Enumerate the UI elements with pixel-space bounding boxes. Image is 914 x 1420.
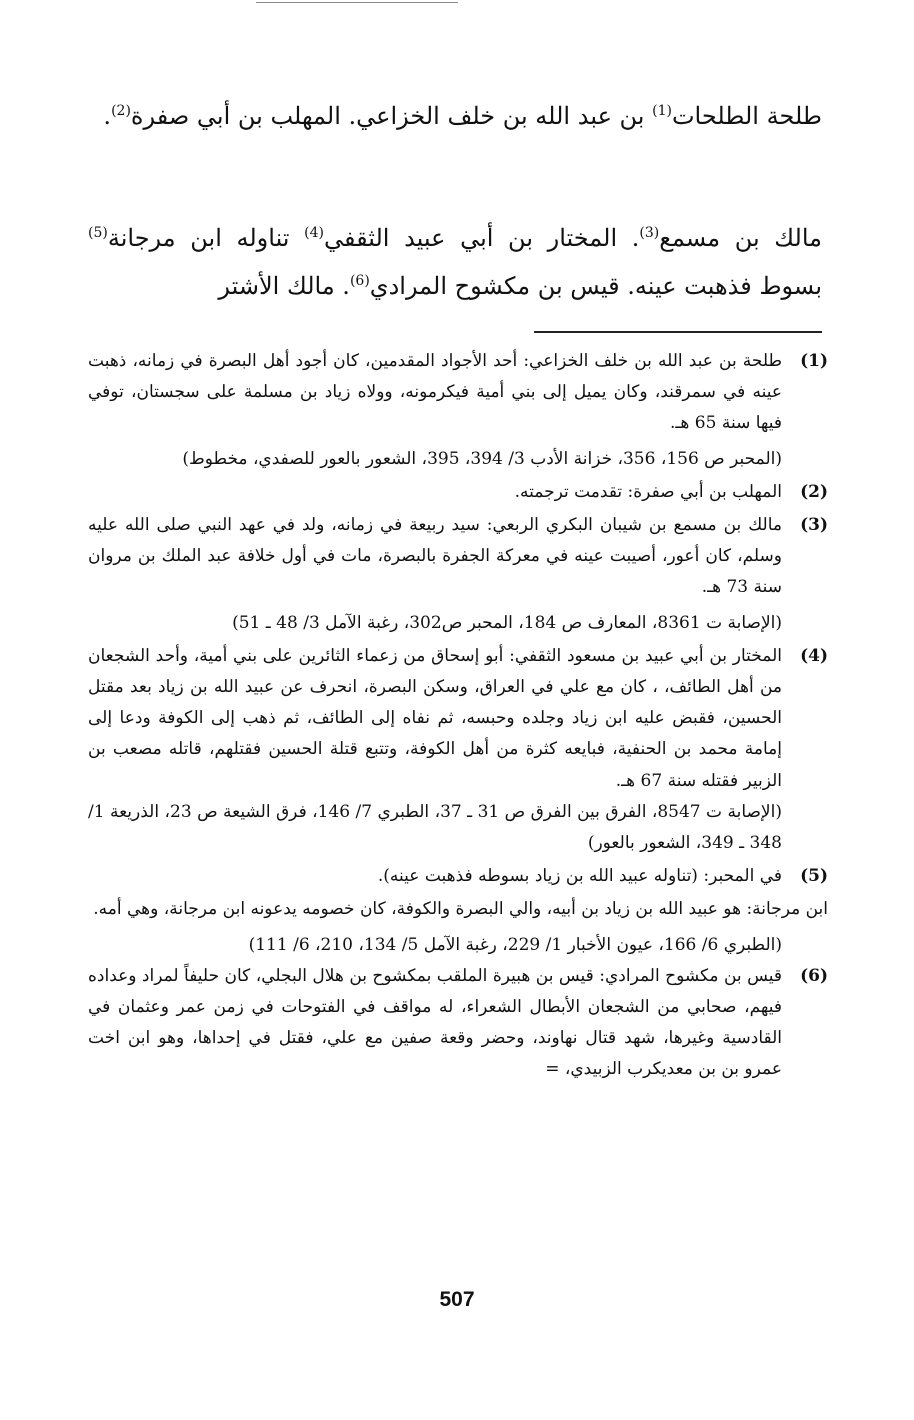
footnote-source: (الإصابة ت 8361، المعارف ص 184، المحبر ص302، رغبة الآمل 3/ 48 ـ 51) [232,612,782,633]
footnote-ref-6[interactable]: (6) [349,273,370,289]
page-number: 507 [439,1288,475,1311]
footnote-5-source: (الطبري 6/ 166، عيون الأخبار 1/ 229، رغبة الآمل 5/ 134، 210، 6/ 111) [248,934,782,955]
footnote-4 [88,641,828,859]
main-text-run: طلحة الطلحات [671,102,822,130]
footnote-number: (5) [800,866,828,887]
main-text-run: . [103,102,112,130]
footnote-separator [534,331,822,333]
footnotes [88,346,828,1088]
top-rule [256,2,458,3]
main-text-run: بن عبد الله بن خلف الخزاعي. المهلب بن أبي صفرة [130,102,653,130]
footnote-5-continuation: ابن مرجانة: هو عبيد الله بن زياد بن أبيه، والي البصرة والكوفة، كان خصومه يدعونه ابن مرجانة، وهي أمه. [93,899,828,920]
footnote-ref-5[interactable]: (5) [88,225,108,241]
footnote-5 [88,861,828,892]
footnote-body [88,510,782,639]
footnote-body [88,961,782,1086]
footnote-ref-2[interactable]: (2) [111,103,131,119]
main-text-run: مالك بن مسمع [659,224,822,252]
footnote-text: قيس بن مكشوح المرادي: قيس بن هبيرة الملقب بمكشوح بن هلال البجلي، كان حليفاً لمراد وعداده فيهم، صحابي من الشجعان الأبطال الشعراء، له مواقف في الفتوحات في زمن عمر وعثمان في القادسية وغيرها، شهد قتال نهاوند، وحضر وقعة صفين مع علي، فقتل في إحداها، وهو ابن اخت عمرو بن بن معديكرب الزبيدي، = [88,965,782,1080]
footnote-text: مالك بن مسمع بن شيبان البكري الربعي: سيد ربيعة في زمانه، ولد في عهد النبي صلى الله عليه وسلم، كان أعور، أصيبت عينه في معركة الجفرة بالبصرة، مات في أول خلافة عبد الملك بن مروان سنة 73 هـ. [88,515,782,598]
main-text-run: تناوله ابن مرجانة [107,224,305,252]
main-text-run: . المختار بن أبي عبيد الثقفي [323,224,640,252]
footnote-number: (6) [800,965,828,986]
footnote-text: المختار بن أبي عبيد بن مسعود الثقفي: أبو إسحاق من زعماء الثائرين على بني أمية، وأحد الشجعان من أهل الطائف، ، كان مع علي في العراق، وسكن البصرة، انحرف عن عبيد الله بن زياد بعد مقتل الحسين، فقبض عليه ابن زياد وجلده وحبسه، ثم نفاه إلى الطائف، ثم ذهب إلى الكوفة ودعا إلى إمامة محمد بن الحنفية، فبايعه كثرة من أهل الكوفة، وتتبع قتلة الحسين فقتلهم، قاتله مصعب بن الزبير فقتله سنة 67 هـ. [88,645,782,791]
footnote-number: (2) [800,481,828,502]
footnote-body [88,477,782,508]
footnote-number: (4) [800,645,828,666]
footnote-number: (1) [800,351,828,371]
footnote-body [88,641,782,859]
footnote-ref-3[interactable]: (3) [639,225,660,241]
footnote-1 [88,346,828,475]
footnote-2 [88,477,828,508]
footnote-body [88,346,782,475]
footnote-ref-1[interactable]: (1) [652,103,672,119]
footnote-text: في المحبر: (تناوله عبيد الله بن زياد بسوطه فذهبت عينه). [377,866,782,887]
main-paragraph-1 [88,92,822,140]
footnote-text: طلحة بن عبد الله بن خلف الخزاعي: أحد الأجواد المقدمين، كان أجود أهل البصرة في زمانه، ذهبت عينه في سمرقند، وكان يميل إلى بني أمية فيكرمونه، وولاه زياد بن مسلمة على سجستان، توفي فيها سنة 65 هـ. [88,351,782,434]
main-text-run: . مالك الأشتر [218,272,350,300]
footnote-6 [88,961,828,1086]
main-text-run: بسوط فذهبت عينه. قيس بن مكشوح المرادي [369,272,822,300]
footnote-3 [88,510,828,639]
footnote-ref-4[interactable]: (4) [304,225,324,241]
footnote-source: (الإصابة ت 8547، الفرق بين الفرق ص 31 ـ 37، الطبري 7/ 146، فرق الشيعة ص 23، الذريعة 1/ 348 ـ 349، الشعور بالعور) [88,801,782,854]
main-paragraph-2 [88,214,822,310]
footnote-body [88,861,782,892]
footnote-text: المهلب بن أبي صفرة: تقدمت ترجمته. [514,481,782,502]
footnote-number: (3) [800,515,828,536]
footnote-source: (المحبر ص 156، 356، خزانة الأدب 3/ 394، 395، الشعور بالعور للصفدي، مخطوط) [182,448,782,469]
